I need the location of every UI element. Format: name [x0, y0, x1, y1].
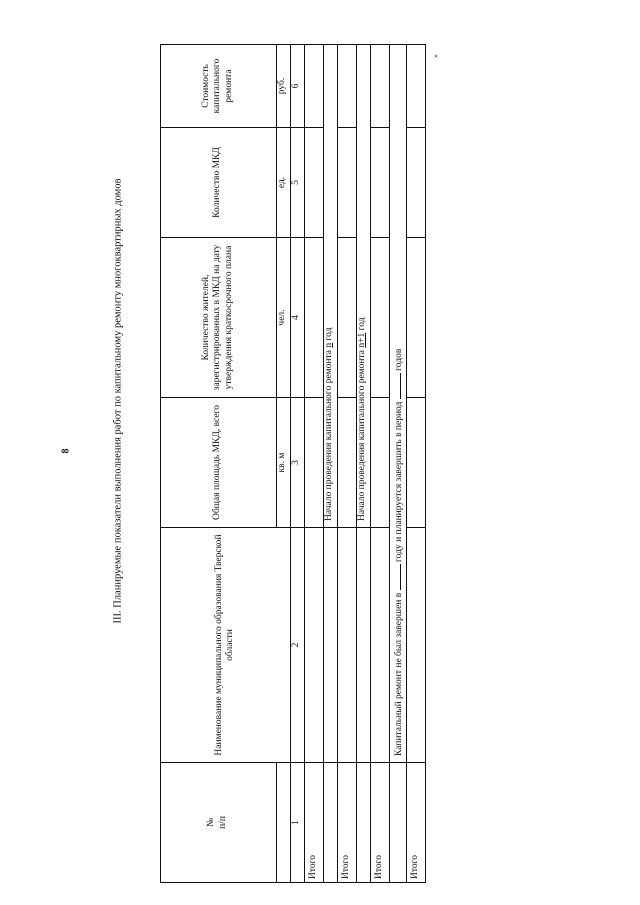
total-2-mkd: [338, 128, 357, 238]
header-municipality: Наименование муниципального образования Тверской области: [161, 528, 291, 763]
capital-repair-table-rotated: [160, 45, 426, 883]
blank-year-1: [391, 564, 401, 590]
header-cost: Стоимость капитального ремонта: [161, 45, 277, 128]
total-3-municipality: [371, 528, 390, 763]
total-label-4: Итого: [407, 763, 426, 883]
total-4-residents: [407, 238, 426, 398]
section-n-municipality-cell: [323, 528, 337, 763]
col-num-1: 1: [290, 763, 304, 883]
blank-year-2: [391, 373, 401, 399]
col-num-4: 4: [290, 238, 304, 398]
col-num-3: 3: [290, 398, 304, 528]
col-num-6: 6: [290, 45, 304, 128]
total-1-area: [304, 398, 323, 528]
unit-number: [276, 763, 290, 883]
total-3-mkd: [371, 128, 390, 238]
total-4-cost: [407, 45, 426, 128]
incomplete-left-cell: [389, 763, 406, 883]
section-n-title: Начало проведения капитального ремонта n год: [323, 45, 337, 528]
section-n1-left-cell: [356, 763, 370, 883]
section-n-left-cell: [323, 763, 337, 883]
capital-repair-table: [160, 44, 426, 883]
section-n1-municipality-cell: [356, 528, 370, 763]
total-2-area: [338, 398, 357, 528]
total-label-3: Итого: [371, 763, 390, 883]
header-number: № п/п: [161, 763, 277, 883]
total-1-residents: [304, 238, 323, 398]
total-4-area: [407, 398, 426, 528]
unit-area: кв. м: [276, 398, 290, 528]
total-3-area: [371, 398, 390, 528]
section-title: III. Планируемые показатели выполнения работ по капитальному ремонту многоквартирных домов: [112, 178, 124, 624]
col-num-5: 5: [290, 128, 304, 238]
unit-residents: чел.: [276, 238, 290, 398]
col-num-2: 2: [290, 528, 304, 763]
total-2-residents: [338, 238, 357, 398]
total-label-2: Итого: [338, 763, 357, 883]
unit-mkd: ед.: [276, 128, 290, 238]
total-1-mkd: [304, 128, 323, 238]
total-1-cost: [304, 45, 323, 128]
total-label-1: Итого: [304, 763, 323, 883]
total-4-mkd: [407, 128, 426, 238]
total-3-cost: [371, 45, 390, 128]
total-2-municipality: [338, 528, 357, 763]
header-residents: Количество жителей, зарегистрированных в МКД на дату утверждения краткосрочного плана: [161, 238, 277, 398]
section-n1-title: Начало проведения капитального ремонта n+1 год: [356, 45, 370, 528]
page-number: 8: [60, 448, 72, 454]
incomplete-repair-title: Капитальный ремонт не был завершен в году и планируется завершить в период годов: [389, 45, 406, 763]
header-area: Общая площадь МКД, всего: [161, 398, 277, 528]
total-2-cost: [338, 45, 357, 128]
unit-cost: руб.: [276, 45, 290, 128]
header-mkd-count: Количество МКД: [161, 128, 277, 238]
total-3-residents: [371, 238, 390, 398]
corner-mark: »: [431, 54, 440, 58]
total-4-municipality: [407, 528, 426, 763]
total-1-municipality: [304, 528, 323, 763]
